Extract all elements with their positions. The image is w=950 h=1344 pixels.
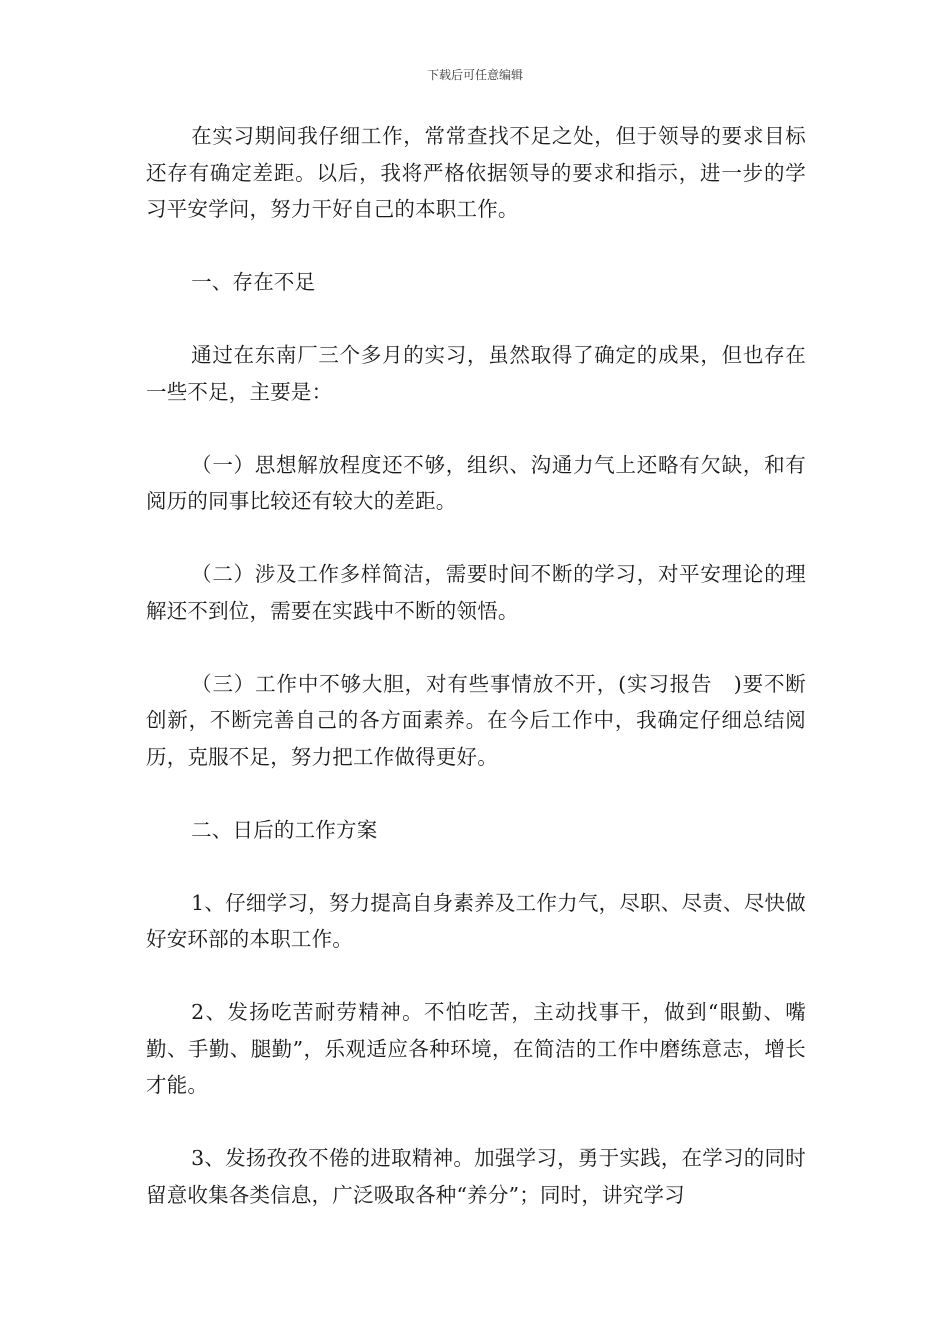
paragraph-spacer	[146, 775, 806, 812]
paragraph-spacer	[146, 1104, 806, 1141]
paragraph-spacer	[146, 848, 806, 885]
paragraph-spacer	[146, 629, 806, 666]
paragraph-spacer	[146, 410, 806, 447]
section-heading-shortcomings: 一、存在不足	[191, 270, 316, 294]
paragraph-spacer	[146, 228, 806, 265]
page-header-note: 下载后可任意编辑	[426, 68, 523, 82]
paragraph-spacer	[146, 301, 806, 338]
paragraph-spacer	[146, 958, 806, 995]
document-body	[146, 118, 806, 1213]
paragraph-shortcomings-intro: 通过在东南厂三个多月的实习，虽然取得了确定的成果，但也存在一些不足，主要是：	[146, 343, 806, 404]
paragraph-intro: 在实习期间我仔细工作，常常查找不足之处，但于领导的要求目标还存有确定差距。以后，我将严格依据领导的要求和指示，进一步的学习平安学问，努力干好自己的本职工作。	[146, 124, 806, 221]
paragraph-plan-3: 3、发扬孜孜不倦的进取精神。加强学习，勇于实践，在学习的同时留意收集各类信息，广泛吸取各种“养分”；同时，讲究学习	[146, 1146, 806, 1207]
paragraph-shortcoming-2: （二）涉及工作多样简洁，需要时间不断的学习，对平安理论的理解还不到位，需要在实践中不断的领悟。	[146, 562, 806, 623]
paragraph-plan-2: 2、发扬吃苦耐劳精神。不怕吃苦，主动找事干，做到“眼勤、嘴勤、手勤、腿勤”，乐观适应各种环境，在简洁的工作中磨练意志，增长才能。	[146, 1000, 806, 1097]
paragraph-plan-1: 1、仔细学习，努力提高自身素养及工作力气，尽职、尽责、尽快做好安环部的本职工作。	[146, 890, 806, 951]
paragraph-shortcoming-1: （一）思想解放程度还不够，组织、沟通力气上还略有欠缺，和有阅历的同事比较还有较大的差距。	[146, 452, 806, 513]
section-heading-work-plan: 二、日后的工作方案	[191, 817, 378, 842]
paragraph-shortcoming-3: （三）工作中不够大胆，对有些事情放不开，(实习报告 )要不断创新，不断完善自己的各方面素养。在今后工作中，我确定仔细总结阅历，克服不足，努力把工作做得更好。	[146, 671, 806, 769]
paragraph-spacer	[146, 520, 806, 557]
